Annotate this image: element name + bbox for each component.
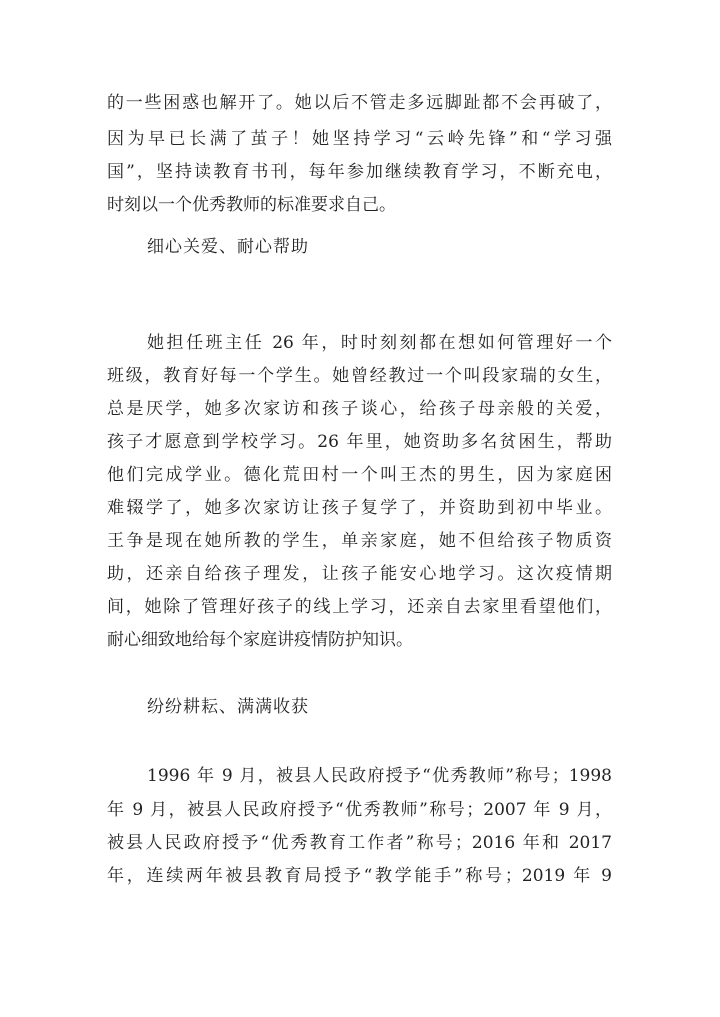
section-heading: 细心关爱、耐心帮助 [147, 237, 309, 257]
paragraph-line: 孩子才愿意到学校学习。26 年里，她资助多名贫困生，帮助 [107, 432, 612, 452]
section-heading: 纷纷耕耘、满满收获 [147, 697, 309, 717]
paragraph-line: 年 9 月，被县人民政府授予“优秀教师”称号；2007 年 9 月， [107, 800, 612, 820]
paragraph-line: 难辍学了，她多次家访让孩子复学了，并资助到初中毕业。 [107, 498, 612, 518]
paragraph-line: 被县人民政府授予“优秀教育工作者”称号；2016 年和 2017 [107, 833, 612, 853]
paragraph-line: 年，连续两年被县教育局授予“教学能手”称号；2019 年 9 [107, 866, 612, 886]
paragraph-line: 耐心细致地给每个家庭讲疫情防护知识。 [107, 630, 413, 650]
paragraph-line: 他们完成学业。德化荒田村一个叫王杰的男生，因为家庭困 [107, 465, 612, 485]
paragraph-line: 王争是现在她所教的学生，单亲家庭，她不但给孩子物质资 [107, 531, 612, 551]
paragraph-line: 因为早已长满了茧子！她坚持学习“云岭先锋”和“学习强 [107, 129, 612, 149]
paragraph-line: 总是厌学，她多次家访和孩子谈心，给孩子母亲般的关爱， [107, 399, 612, 419]
paragraph-line: 时刻以一个优秀教师的标准要求自己。 [107, 195, 396, 215]
paragraph-line: 国”，坚持读教育书刊，每年参加继续教育学习，不断充电， [107, 162, 612, 182]
paragraph-line: 的一些困惑也解开了。她以后不管走多远脚趾都不会再破了， [107, 93, 612, 113]
paragraph-line: 间，她除了管理好孩子的线上学习，还亲自去家里看望他们， [107, 597, 612, 617]
paragraph-line: 1996 年 9 月，被县人民政府授予“优秀教师”称号；1998 [147, 766, 612, 786]
paragraph-line: 她担任班主任 26 年，时时刻刻都在想如何管理好一个 [147, 333, 612, 353]
paragraph-line: 助，还亲自给孩子理发，让孩子能安心地学习。这次疫情期 [107, 564, 612, 584]
paragraph-line: 班级，教育好每一个学生。她曾经教过一个叫段家瑞的女生， [107, 366, 612, 386]
